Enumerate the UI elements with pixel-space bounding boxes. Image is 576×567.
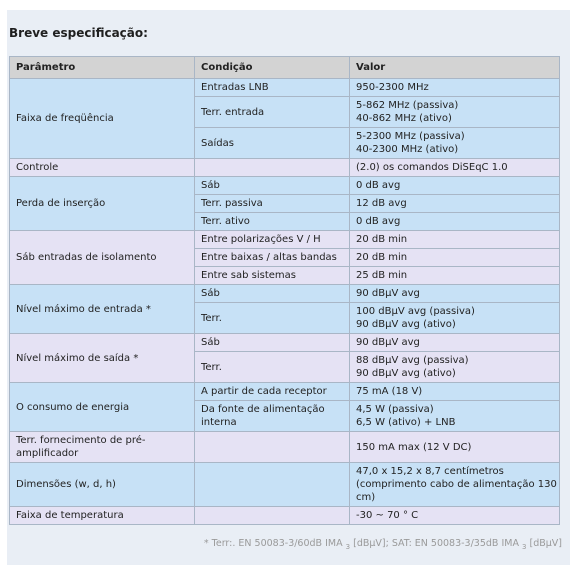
condition-cell: Entre polarizações V / H [195, 231, 350, 249]
table-header-row [10, 57, 560, 79]
param-cell: Controle [10, 159, 195, 177]
condition-cell: Sáb [195, 177, 350, 195]
condition-cell: A partir de cada receptor [195, 383, 350, 401]
condition-cell [195, 159, 350, 177]
condition-cell: Terr. entrada [195, 97, 350, 128]
value-line: 88 dBµV avg (passiva) [356, 355, 469, 366]
value-cell: 150 mA max (12 V DC) [350, 432, 560, 463]
value-cell [350, 128, 560, 159]
value-line: 40-862 MHz (ativo) [356, 113, 452, 124]
param-cell: Perda de inserção [10, 177, 195, 231]
footnote-text: [dBµV] [526, 538, 562, 549]
param-cell: Faixa de freqüência [10, 79, 195, 159]
value-cell [350, 401, 560, 432]
value-line: 6,5 W (ativo) + LNB [356, 417, 456, 428]
value-cell [350, 463, 560, 507]
value-cell: 90 dBµV avg [350, 285, 560, 303]
value-line: 40-2300 MHz (ativo) [356, 144, 459, 155]
value-cell: 12 dB avg [350, 195, 560, 213]
footnote-subscript: 3 [522, 542, 527, 551]
condition-cell [195, 401, 350, 432]
value-line: 100 dBµV avg (passiva) [356, 306, 475, 317]
param-line: amplificador [16, 448, 79, 459]
footnote [204, 538, 562, 551]
table-row [10, 334, 560, 352]
param-cell: Nível máximo de entrada * [10, 285, 195, 334]
value-cell [350, 97, 560, 128]
condition-cell: Sáb [195, 285, 350, 303]
condition-line: interna [201, 417, 237, 428]
table-row [10, 285, 560, 303]
condition-cell: Saídas [195, 128, 350, 159]
value-cell: 20 dB min [350, 231, 560, 249]
condition-cell: Terr. [195, 352, 350, 383]
value-cell: 75 mA (18 V) [350, 383, 560, 401]
param-cell: Faixa de temperatura [10, 507, 195, 525]
param-cell: Nível máximo de saída * [10, 334, 195, 383]
footnote-text: * Terr:. EN 50083-3/60dB IMA [203, 538, 343, 549]
value-cell: 0 dB avg [350, 177, 560, 195]
condition-cell [195, 507, 350, 525]
value-cell [350, 303, 560, 334]
value-cell: 90 dBµV avg [350, 334, 560, 352]
col-header-valor: Valor [350, 57, 560, 79]
param-cell: Dimensões (w, d, h) [10, 463, 195, 507]
value-cell: (2.0) os comandos DiSEqC 1.0 [350, 159, 560, 177]
condition-cell [195, 463, 350, 507]
param-cell: Sáb entradas de isolamento [10, 231, 195, 285]
col-header-parametro: Parâmetro [10, 57, 195, 79]
table-row [10, 231, 560, 249]
value-cell: 25 dB min [350, 267, 560, 285]
col-header-condicao: Condição [195, 57, 350, 79]
value-line: 5-2300 MHz (passiva) [356, 131, 465, 142]
value-line: 4,5 W (passiva) [356, 404, 434, 415]
value-cell [350, 352, 560, 383]
value-line: 47,0 x 15,2 x 8,7 centímetros [356, 466, 504, 477]
footnote-subscript: 3 [345, 542, 351, 551]
value-cell: 0 dB avg [350, 213, 560, 231]
table-row [10, 432, 560, 463]
table-row [10, 507, 560, 525]
condition-cell: Entre sab sistemas [195, 267, 350, 285]
condition-line: Da fonte de alimentação [201, 404, 325, 415]
value-cell: 950-2300 MHz [350, 79, 560, 97]
param-cell [10, 432, 195, 463]
param-cell: O consumo de energia [10, 383, 195, 432]
condition-cell: Terr. ativo [195, 213, 350, 231]
condition-cell: Entre baixas / altas bandas [195, 249, 350, 267]
value-cell: -30 ~ 70 ° C [350, 507, 560, 525]
condition-cell: Entradas LNB [195, 79, 350, 97]
table-row [10, 383, 560, 401]
value-line: (comprimento cabo de alimentação 130 [356, 479, 557, 490]
condition-cell: Terr. [195, 303, 350, 334]
section-heading: Breve especificação: [9, 26, 148, 40]
condition-cell [195, 432, 350, 463]
value-line: 90 dBµV avg (ativo) [356, 368, 456, 379]
table-row [10, 177, 560, 195]
value-line: 5-862 MHz (passiva) [356, 100, 459, 111]
spec-table [9, 56, 560, 525]
table-row [10, 79, 560, 97]
footnote-text: [dBµV]; SAT: EN 50083-3/35dB IMA [350, 538, 519, 549]
value-cell: 20 dB min [350, 249, 560, 267]
value-line: 90 dBµV avg (ativo) [356, 319, 456, 330]
condition-cell: Terr. passiva [195, 195, 350, 213]
value-line: cm) [356, 492, 376, 503]
param-line: Terr. fornecimento de pré- [16, 435, 146, 446]
table-row [10, 463, 560, 507]
condition-cell: Sáb [195, 334, 350, 352]
table-row [10, 159, 560, 177]
